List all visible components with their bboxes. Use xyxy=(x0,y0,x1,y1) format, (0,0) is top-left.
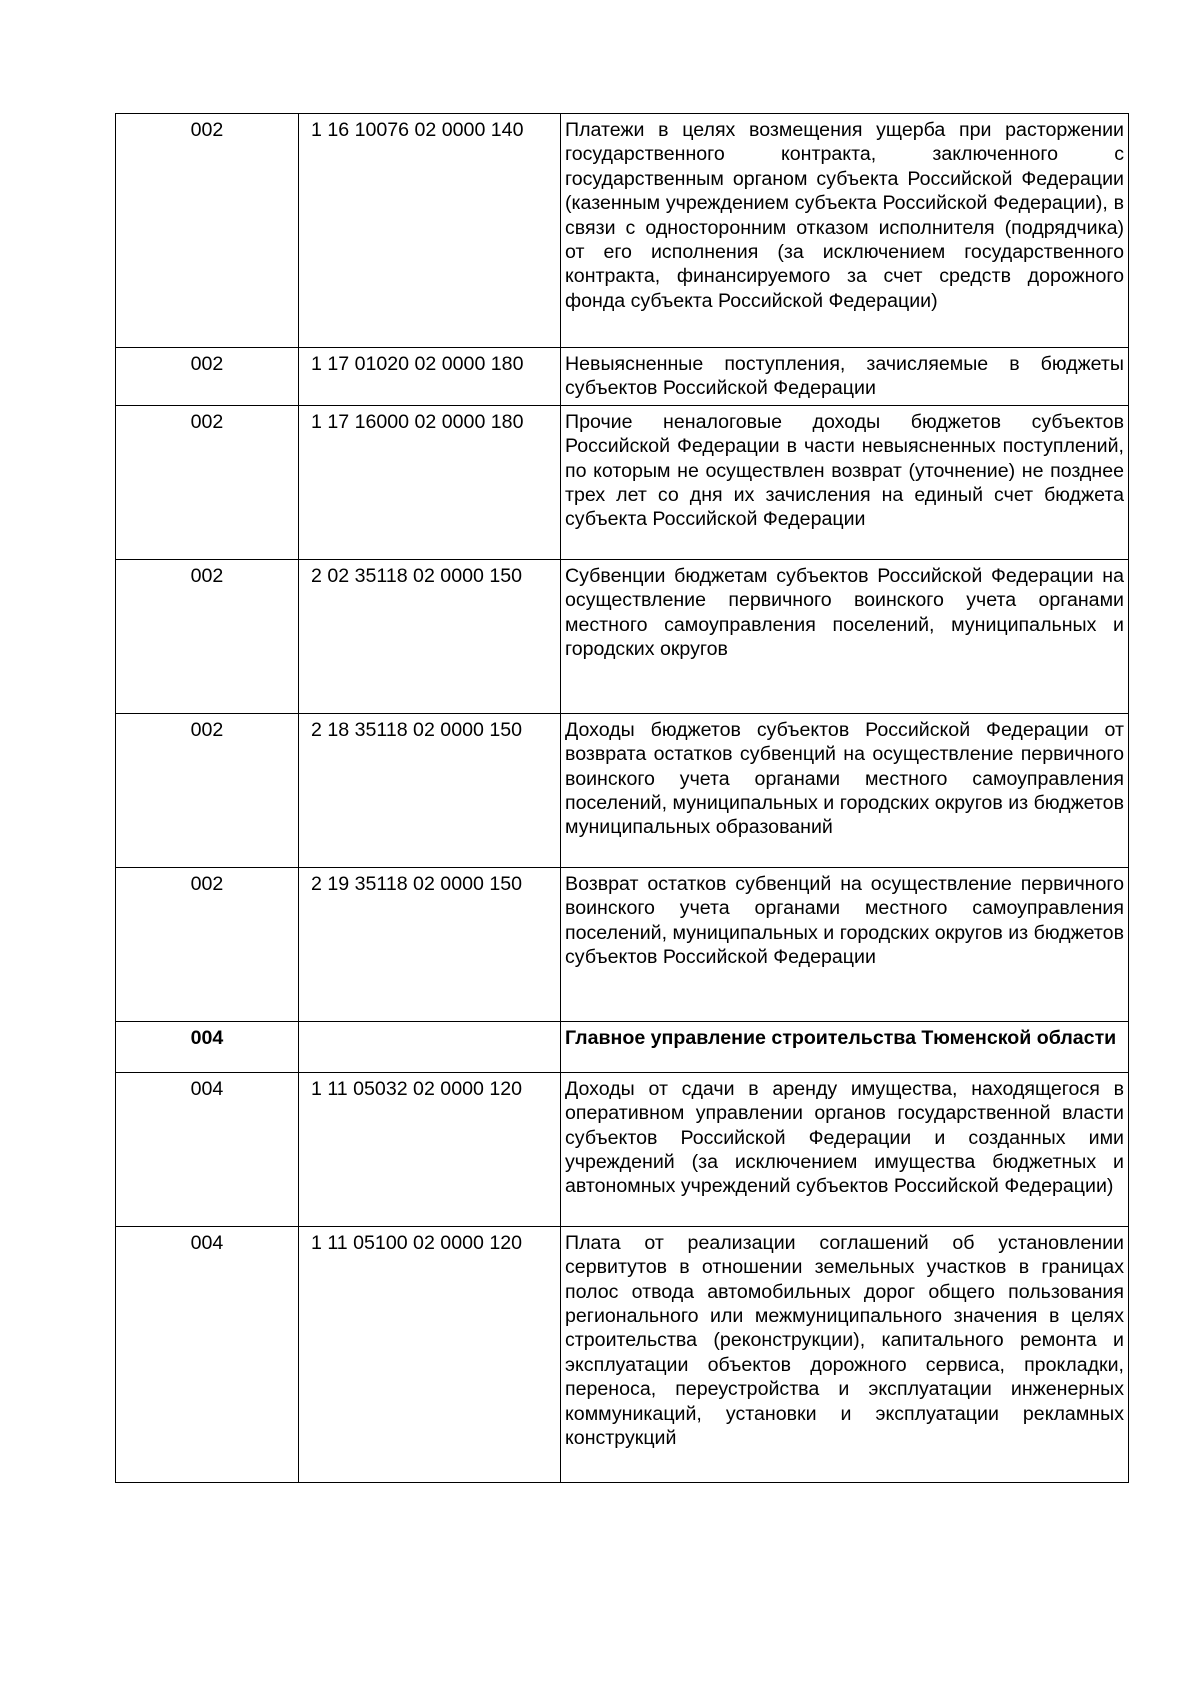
admin-code-cell: 002 xyxy=(116,559,299,713)
revenue-name-cell: Возврат остатков субвенций на осуществление первичного воинского учета органами местного самоуправления поселений, муниципальных и городских округов из бюджетов субъектов Российской Федерации xyxy=(561,867,1129,1021)
table-row xyxy=(116,559,1129,713)
table-row xyxy=(116,405,1129,559)
revenue-code-cell: 1 16 10076 02 0000 140 xyxy=(299,114,561,348)
admin-code-cell: 004 xyxy=(116,1021,299,1072)
revenue-code-cell: 2 02 35118 02 0000 150 xyxy=(299,559,561,713)
revenue-name-cell: Доходы от сдачи в аренду имущества, находящегося в оперативном управлении органов государственной власти субъектов Российской Федерации и созданных ими учреждений (за исключением имущества бюджетных и автономных учреждений субъектов Российской Федерации) xyxy=(561,1072,1129,1226)
table-row xyxy=(116,1226,1129,1482)
section-header-row xyxy=(116,1021,1129,1072)
table-row xyxy=(116,713,1129,867)
revenue-name-cell: Плата от реализации соглашений об установлении сервитутов в отношении земельных участков в границах полос отвода автомобильных дорог общего пользования регионального или межмуниципального значения в целях строительства (реконструкции), капитального ремонта и эксплуатации объектов дорожного сервиса, прокладки, переноса, переустройства и эксплуатации инженерных коммуникаций, установки и эксплуатации рекламных конструкций xyxy=(561,1226,1129,1482)
revenue-code-cell: 1 11 05100 02 0000 120 xyxy=(299,1226,561,1482)
admin-code-cell: 004 xyxy=(116,1226,299,1482)
admin-code-cell: 002 xyxy=(116,405,299,559)
revenue-name-cell: Доходы бюджетов субъектов Российской Федерации от возврата остатков субвенций на осуществление первичного воинского учета органами местного самоуправления поселений, муниципальных и городских округов из бюджетов муниципальных образований xyxy=(561,713,1129,867)
revenue-code-cell: 2 19 35118 02 0000 150 xyxy=(299,867,561,1021)
revenue-code-cell: 1 11 05032 02 0000 120 xyxy=(299,1072,561,1226)
revenue-name-cell: Субвенции бюджетам субъектов Российской Федерации на осуществление первичного воинского учета органами местного самоуправления поселений, муниципальных и городских округов xyxy=(561,559,1129,713)
revenue-name-cell: Платежи в целях возмещения ущерба при расторжении государственного контракта, заключенного с государственным органом субъекта Российской Федерации (казенным учреждением субъекта Российской Федерации), в связи с односторонним отказом исполнителя (подрядчика) от его исполнения (за исключением государственного контракта, финансируемого за счет средств дорожного фонда субъекта Российской Федерации) xyxy=(561,114,1129,348)
table-row xyxy=(116,348,1129,406)
revenue-code-cell: 1 17 01020 02 0000 180 xyxy=(299,348,561,406)
admin-code-cell: 002 xyxy=(116,713,299,867)
table-row xyxy=(116,1072,1129,1226)
revenue-name-cell: Прочие неналоговые доходы бюджетов субъектов Российской Федерации в части невыясненных поступлений, по которым не осуществлен возврат (уточнение) не позднее трех лет со дня их зачисления на единый счет бюджета субъекта Российской Федерации xyxy=(561,405,1129,559)
revenue-code-cell: 1 17 16000 02 0000 180 xyxy=(299,405,561,559)
admin-code-cell: 002 xyxy=(116,867,299,1021)
admin-code-cell: 002 xyxy=(116,348,299,406)
table-row xyxy=(116,114,1129,348)
revenue-code-cell: 2 18 35118 02 0000 150 xyxy=(299,713,561,867)
revenue-name-cell: Невыясненные поступления, зачисляемые в бюджеты субъектов Российской Федерации xyxy=(561,348,1129,406)
revenue-code-cell xyxy=(299,1021,561,1072)
revenue-codes-table xyxy=(115,113,1129,1483)
admin-code-cell: 004 xyxy=(116,1072,299,1226)
admin-code-cell: 002 xyxy=(116,114,299,348)
table-row xyxy=(116,867,1129,1021)
section-title-cell: Главное управление строительства Тюменской области xyxy=(561,1021,1129,1072)
